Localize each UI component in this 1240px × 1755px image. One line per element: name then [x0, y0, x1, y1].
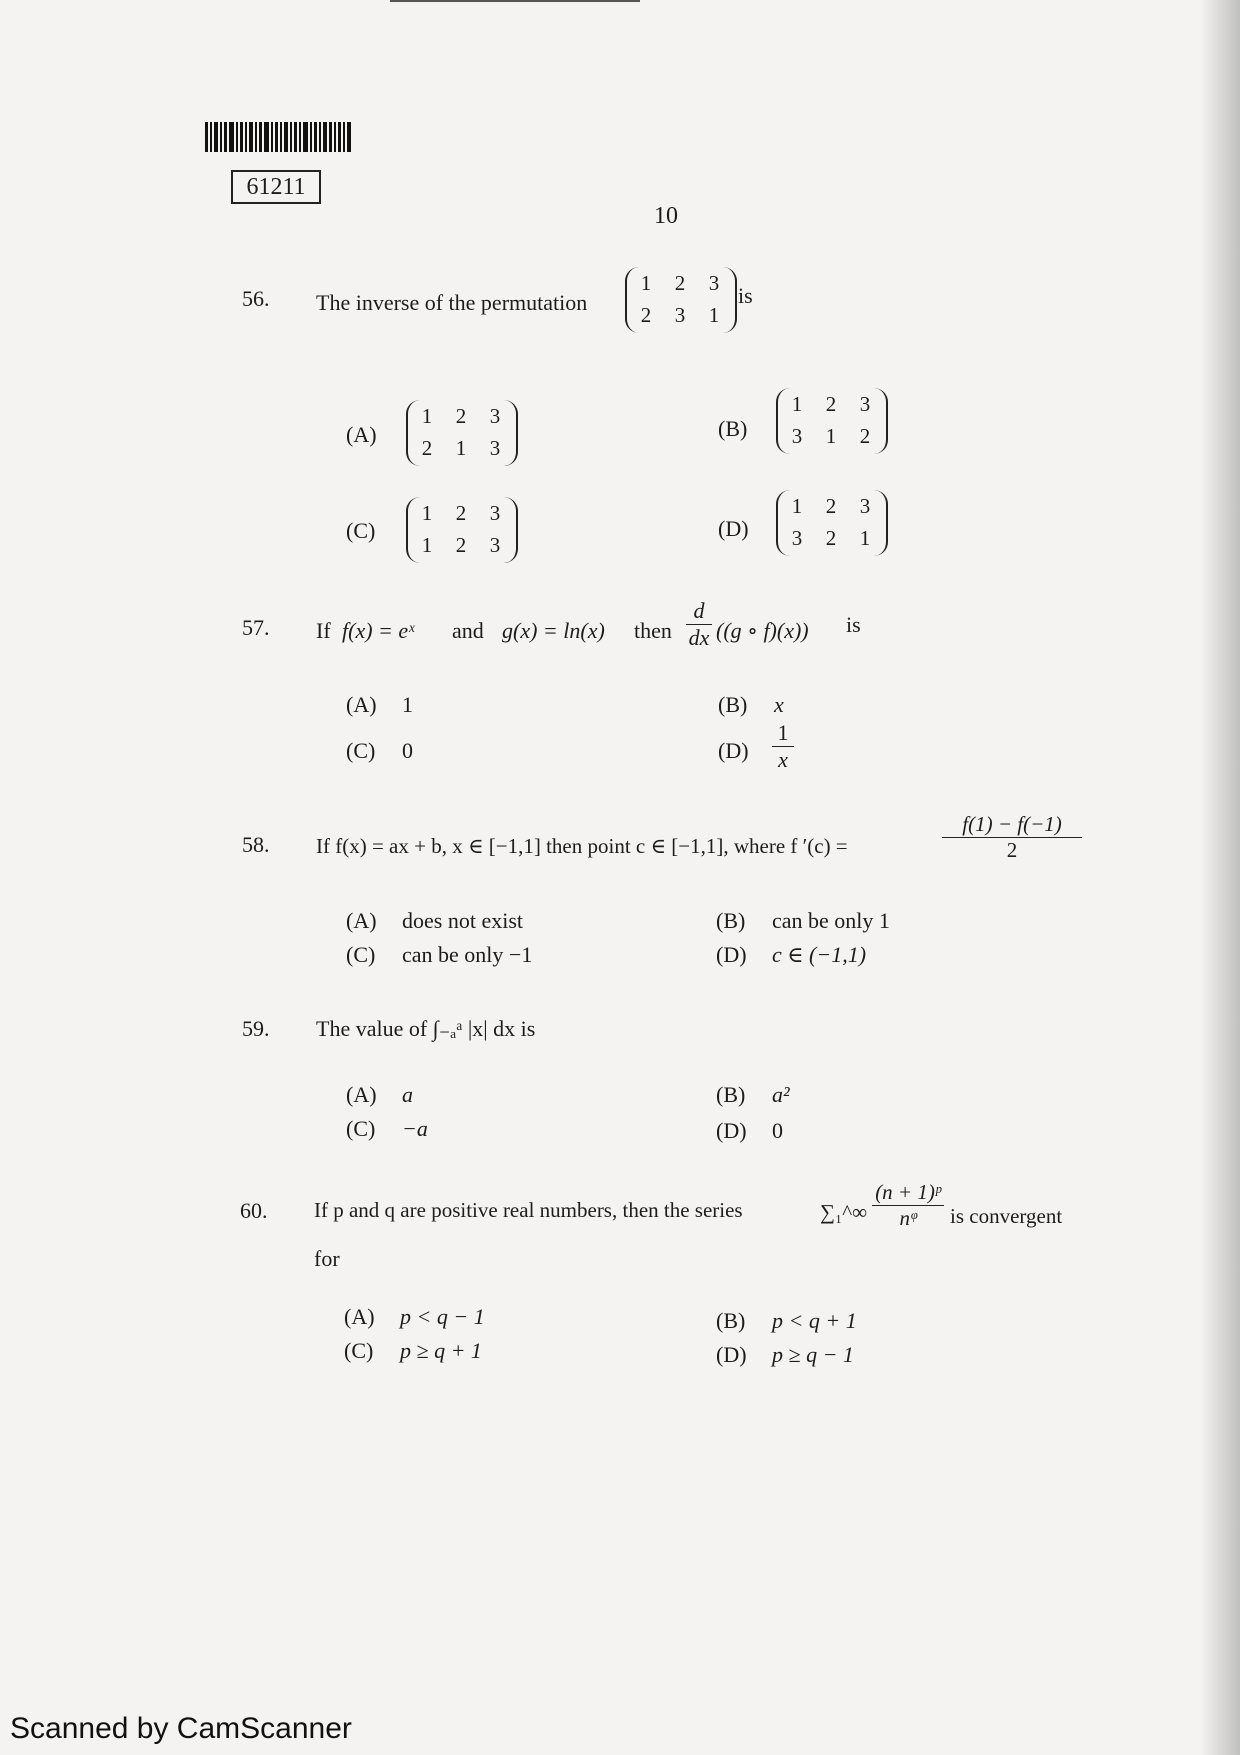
question-number: 58.	[242, 832, 270, 857]
question-text: If f(x) = ax + b, x ∈ [−1,1] then point c ∈ [−1,1], where f ′(c) =	[316, 834, 848, 858]
page-edge-shadow	[1200, 0, 1240, 1755]
option-d: (D) c ∈ (−1,1)	[716, 942, 867, 967]
question-text-and: and	[452, 618, 484, 643]
option-c: (C) −a	[346, 1116, 428, 1141]
option-label: (B)	[718, 416, 748, 441]
option-d-fraction: $\frac{1}{x}$	[772, 720, 794, 773]
paper-code: 61211	[231, 170, 321, 204]
question-expr-g: g(x) = ln(x)	[502, 618, 605, 643]
page-number: 10	[654, 203, 678, 229]
option-b: (B) p < q + 1	[716, 1308, 857, 1333]
question-text-if: If	[316, 618, 331, 643]
barcode	[205, 122, 353, 152]
option-c-matrix: 1 2 3 1 2 3	[406, 497, 518, 563]
question-text: The inverse of the permutation	[316, 290, 588, 315]
option-d: (D) 0	[716, 1118, 783, 1143]
option-d-label: (D)	[718, 738, 749, 763]
option-d-matrix: 1 2 3 3 2 1	[776, 490, 888, 556]
question-text: If p and q are positive real numbers, then the series	[314, 1198, 743, 1222]
option-label: (D)	[718, 516, 749, 541]
question-number: 59.	[242, 1016, 270, 1041]
option-b: (B) can be only 1	[716, 908, 890, 933]
option-b-matrix: 1 2 3 3 1 2	[776, 388, 888, 454]
option-label: (C)	[346, 518, 376, 543]
derivative-operator: $\frac{d}{dx}$	[686, 598, 712, 651]
option-a: (A) 1	[346, 692, 413, 717]
question-continuation: for	[314, 1246, 340, 1271]
question-suffix: is	[846, 612, 861, 637]
question-expr-f: f(x) = eˣ	[342, 618, 415, 643]
option-b: (B) a²	[716, 1082, 790, 1107]
question-text-then: then	[634, 618, 672, 643]
option-d: (D) p ≥ q − 1	[716, 1342, 854, 1367]
option-c: (C) can be only −1	[346, 942, 533, 967]
question-number: 60.	[240, 1198, 268, 1223]
question-fraction: $\frac{f(1) - f(-1)}{2}$	[942, 812, 1082, 863]
series-term-fraction: $\frac{\text{(n + 1)ᵖ}}{\text{nᵠ}}$	[872, 1180, 944, 1231]
option-c: (C) 0	[346, 738, 413, 763]
permutation-matrix: 1 2 3 2 3 1	[625, 267, 737, 333]
option-a: (A) does not exist	[346, 908, 523, 933]
option-a: (A) a	[346, 1082, 413, 1107]
series-symbol: ∑₁^∞	[820, 1200, 868, 1224]
option-a: (A) p < q − 1	[344, 1304, 485, 1329]
question-suffix: is convergent	[950, 1204, 1063, 1228]
option-a-matrix: 1 2 3 2 1 3	[406, 400, 518, 466]
option-b: (B) x	[718, 692, 784, 717]
scanner-watermark: Scanned by CamScanner	[10, 1712, 352, 1745]
question-number: 56.	[242, 286, 270, 311]
question-text: The value of ∫₋ₐᵃ |x| dx is	[316, 1016, 536, 1041]
question-expr-composite: ((g ∘ f)(x))	[716, 618, 809, 643]
option-label: (A)	[346, 422, 377, 447]
top-rule	[390, 0, 640, 2]
question-suffix: is	[738, 283, 753, 308]
option-c: (C) p ≥ q + 1	[344, 1338, 482, 1363]
question-number: 57.	[242, 615, 270, 640]
